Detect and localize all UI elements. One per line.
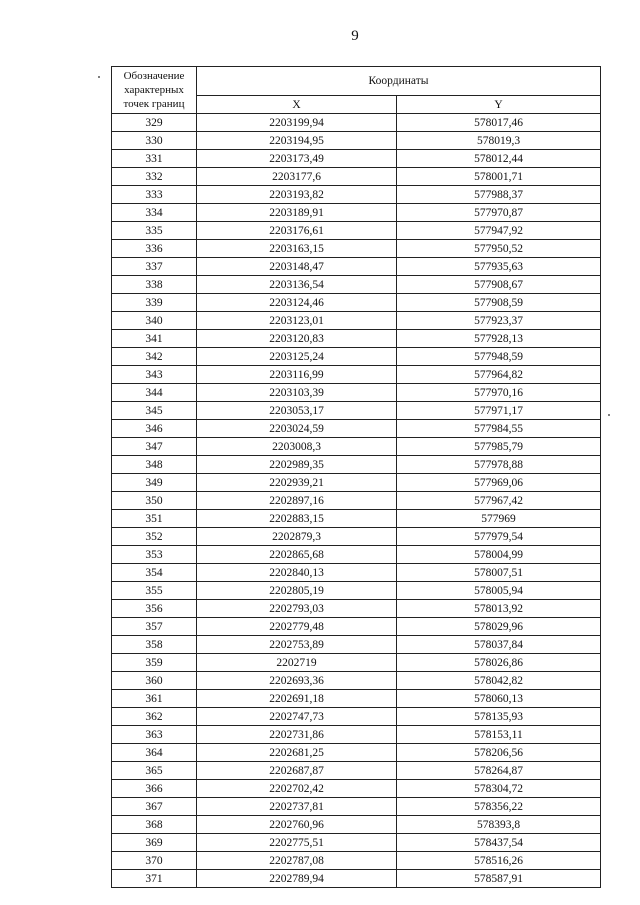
table-row <box>112 564 601 582</box>
point-number-cell: 331 <box>112 150 197 168</box>
table-row <box>112 348 601 366</box>
point-number-cell: 370 <box>112 852 197 870</box>
point-number-cell: 354 <box>112 564 197 582</box>
table-row <box>112 672 601 690</box>
x-coordinate-cell: 2203116,99 <box>197 366 397 384</box>
x-coordinate-cell: 2202779,48 <box>197 618 397 636</box>
point-number-cell: 337 <box>112 258 197 276</box>
point-number-cell: 341 <box>112 330 197 348</box>
y-coordinate-cell: 577950,52 <box>397 240 601 258</box>
x-coordinate-cell: 2203199,94 <box>197 114 397 132</box>
y-coordinate-cell: 578437,54 <box>397 834 601 852</box>
y-coordinate-cell: 577988,37 <box>397 186 601 204</box>
y-coordinate-cell: 578206,56 <box>397 744 601 762</box>
y-coordinate-cell: 578017,46 <box>397 114 601 132</box>
table-row <box>112 744 601 762</box>
table-row <box>112 798 601 816</box>
y-coordinate-cell: 578516,26 <box>397 852 601 870</box>
x-coordinate-cell: 2203125,24 <box>197 348 397 366</box>
table-row <box>112 258 601 276</box>
table-row <box>112 582 601 600</box>
point-number-cell: 364 <box>112 744 197 762</box>
point-number-cell: 359 <box>112 654 197 672</box>
table-row <box>112 240 601 258</box>
point-number-cell: 336 <box>112 240 197 258</box>
y-coordinate-cell: 577978,88 <box>397 456 601 474</box>
point-number-cell: 358 <box>112 636 197 654</box>
point-number-cell: 348 <box>112 456 197 474</box>
table-row <box>112 474 601 492</box>
y-coordinate-cell: 577985,79 <box>397 438 601 456</box>
x-coordinate-cell: 2203163,15 <box>197 240 397 258</box>
x-coordinate-cell: 2202747,73 <box>197 708 397 726</box>
y-column-header: Y <box>397 96 601 114</box>
x-coordinate-cell: 2203123,01 <box>197 312 397 330</box>
table-row <box>112 510 601 528</box>
x-coordinate-cell: 2202775,51 <box>197 834 397 852</box>
y-coordinate-cell: 578264,87 <box>397 762 601 780</box>
y-coordinate-cell: 578135,93 <box>397 708 601 726</box>
point-number-cell: 360 <box>112 672 197 690</box>
x-coordinate-cell: 2202789,94 <box>197 870 397 888</box>
table-row <box>112 420 601 438</box>
table-header <box>112 67 601 114</box>
table-body <box>112 114 601 888</box>
point-number-cell: 361 <box>112 690 197 708</box>
table-row <box>112 276 601 294</box>
y-coordinate-cell: 578037,84 <box>397 636 601 654</box>
x-coordinate-cell: 2203120,83 <box>197 330 397 348</box>
y-coordinate-cell: 577969 <box>397 510 601 528</box>
table-row <box>112 636 601 654</box>
point-number-cell: 344 <box>112 384 197 402</box>
x-coordinate-cell: 2203148,47 <box>197 258 397 276</box>
y-coordinate-cell: 578060,13 <box>397 690 601 708</box>
table-row <box>112 384 601 402</box>
point-number-cell: 357 <box>112 618 197 636</box>
x-coordinate-cell: 2202719 <box>197 654 397 672</box>
table-row <box>112 204 601 222</box>
table-row <box>112 114 601 132</box>
table-row <box>112 690 601 708</box>
x-coordinate-cell: 2202865,68 <box>197 546 397 564</box>
table-row <box>112 870 601 888</box>
table-row <box>112 402 601 420</box>
x-coordinate-cell: 2203024,59 <box>197 420 397 438</box>
point-number-cell: 330 <box>112 132 197 150</box>
table-row <box>112 150 601 168</box>
y-coordinate-cell: 577967,42 <box>397 492 601 510</box>
table-row <box>112 780 601 798</box>
point-number-cell: 340 <box>112 312 197 330</box>
page-number: 9 <box>351 28 359 44</box>
point-number-cell: 367 <box>112 798 197 816</box>
x-coordinate-cell: 2202897,16 <box>197 492 397 510</box>
point-number-cell: 339 <box>112 294 197 312</box>
y-coordinate-cell: 578005,94 <box>397 582 601 600</box>
point-number-cell: 329 <box>112 114 197 132</box>
point-number-cell: 334 <box>112 204 197 222</box>
point-number-cell: 338 <box>112 276 197 294</box>
x-coordinate-cell: 2202702,42 <box>197 780 397 798</box>
y-coordinate-cell: 577947,92 <box>397 222 601 240</box>
table-row <box>112 546 601 564</box>
y-coordinate-cell: 577969,06 <box>397 474 601 492</box>
x-coordinate-cell: 2202939,21 <box>197 474 397 492</box>
x-coordinate-cell: 2202879,3 <box>197 528 397 546</box>
x-coordinate-cell: 2203136,54 <box>197 276 397 294</box>
y-coordinate-cell: 578004,99 <box>397 546 601 564</box>
point-number-cell: 342 <box>112 348 197 366</box>
x-coordinate-cell: 2203008,3 <box>197 438 397 456</box>
point-number-cell: 335 <box>112 222 197 240</box>
x-coordinate-cell: 2202681,25 <box>197 744 397 762</box>
table-row <box>112 168 601 186</box>
x-coordinate-cell: 2202840,13 <box>197 564 397 582</box>
x-coordinate-cell: 2203103,39 <box>197 384 397 402</box>
x-coordinate-cell: 2202691,18 <box>197 690 397 708</box>
y-coordinate-cell: 577908,67 <box>397 276 601 294</box>
point-designation-header: Обозначение характерных точек границ <box>112 67 197 114</box>
x-coordinate-cell: 2203194,95 <box>197 132 397 150</box>
table-row <box>112 852 601 870</box>
table-row <box>112 708 601 726</box>
table-row <box>112 600 601 618</box>
y-coordinate-cell: 577979,54 <box>397 528 601 546</box>
point-number-cell: 347 <box>112 438 197 456</box>
x-coordinate-cell: 2203124,46 <box>197 294 397 312</box>
point-number-cell: 368 <box>112 816 197 834</box>
x-coordinate-cell: 2202693,36 <box>197 672 397 690</box>
table-row <box>112 132 601 150</box>
table-row <box>112 186 601 204</box>
y-coordinate-cell: 578356,22 <box>397 798 601 816</box>
x-coordinate-cell: 2202787,08 <box>197 852 397 870</box>
table-row <box>112 726 601 744</box>
x-coordinate-cell: 2202793,03 <box>197 600 397 618</box>
table-row <box>112 834 601 852</box>
x-column-header: X <box>197 96 397 114</box>
x-coordinate-cell: 2203053,17 <box>197 402 397 420</box>
point-number-cell: 363 <box>112 726 197 744</box>
point-number-cell: 362 <box>112 708 197 726</box>
table-row <box>112 438 601 456</box>
y-coordinate-cell: 578304,72 <box>397 780 601 798</box>
point-number-cell: 333 <box>112 186 197 204</box>
x-coordinate-cell: 2202687,87 <box>197 762 397 780</box>
point-number-cell: 356 <box>112 600 197 618</box>
y-coordinate-cell: 577908,59 <box>397 294 601 312</box>
point-number-cell: 343 <box>112 366 197 384</box>
point-number-cell: 355 <box>112 582 197 600</box>
point-number-cell: 351 <box>112 510 197 528</box>
y-coordinate-cell: 578012,44 <box>397 150 601 168</box>
y-coordinate-cell: 578587,91 <box>397 870 601 888</box>
table-row <box>112 528 601 546</box>
x-coordinate-cell: 2202737,81 <box>197 798 397 816</box>
table-row <box>112 654 601 672</box>
table-row <box>112 330 601 348</box>
point-number-cell: 349 <box>112 474 197 492</box>
table-row <box>112 294 601 312</box>
point-number-cell: 365 <box>112 762 197 780</box>
table-row <box>112 366 601 384</box>
y-coordinate-cell: 577923,37 <box>397 312 601 330</box>
point-number-cell: 350 <box>112 492 197 510</box>
x-coordinate-cell: 2202805,19 <box>197 582 397 600</box>
table-row <box>112 492 601 510</box>
x-coordinate-cell: 2203193,82 <box>197 186 397 204</box>
y-coordinate-cell: 577948,59 <box>397 348 601 366</box>
x-coordinate-cell: 2202731,86 <box>197 726 397 744</box>
y-coordinate-cell: 577964,82 <box>397 366 601 384</box>
y-coordinate-cell: 577970,87 <box>397 204 601 222</box>
point-number-cell: 332 <box>112 168 197 186</box>
y-coordinate-cell: 578029,96 <box>397 618 601 636</box>
point-number-cell: 346 <box>112 420 197 438</box>
scan-speck <box>98 76 100 78</box>
table-row <box>112 456 601 474</box>
x-coordinate-cell: 2203173,49 <box>197 150 397 168</box>
x-coordinate-cell: 2202989,35 <box>197 456 397 474</box>
y-coordinate-cell: 578019,3 <box>397 132 601 150</box>
point-number-cell: 345 <box>112 402 197 420</box>
y-coordinate-cell: 577984,55 <box>397 420 601 438</box>
table-row <box>112 762 601 780</box>
y-coordinate-cell: 578042,82 <box>397 672 601 690</box>
x-coordinate-cell: 2203189,91 <box>197 204 397 222</box>
table-row <box>112 222 601 240</box>
y-coordinate-cell: 578013,92 <box>397 600 601 618</box>
point-number-cell: 352 <box>112 528 197 546</box>
table-row <box>112 312 601 330</box>
y-coordinate-cell: 577970,16 <box>397 384 601 402</box>
y-coordinate-cell: 577928,13 <box>397 330 601 348</box>
x-coordinate-cell: 2203177,6 <box>197 168 397 186</box>
coordinates-table <box>111 66 601 888</box>
y-coordinate-cell: 578153,11 <box>397 726 601 744</box>
table-row <box>112 816 601 834</box>
point-number-cell: 369 <box>112 834 197 852</box>
y-coordinate-cell: 578007,51 <box>397 564 601 582</box>
y-coordinate-cell: 578393,8 <box>397 816 601 834</box>
x-coordinate-cell: 2202760,96 <box>197 816 397 834</box>
point-number-cell: 371 <box>112 870 197 888</box>
x-coordinate-cell: 2202883,15 <box>197 510 397 528</box>
x-coordinate-cell: 2203176,61 <box>197 222 397 240</box>
point-number-cell: 353 <box>112 546 197 564</box>
x-coordinate-cell: 2202753,89 <box>197 636 397 654</box>
y-coordinate-cell: 578001,71 <box>397 168 601 186</box>
y-coordinate-cell: 577971,17 <box>397 402 601 420</box>
point-number-cell: 366 <box>112 780 197 798</box>
table-row <box>112 618 601 636</box>
y-coordinate-cell: 577935,63 <box>397 258 601 276</box>
coordinates-header: Координаты <box>197 67 601 96</box>
scan-speck <box>608 414 610 416</box>
y-coordinate-cell: 578026,86 <box>397 654 601 672</box>
